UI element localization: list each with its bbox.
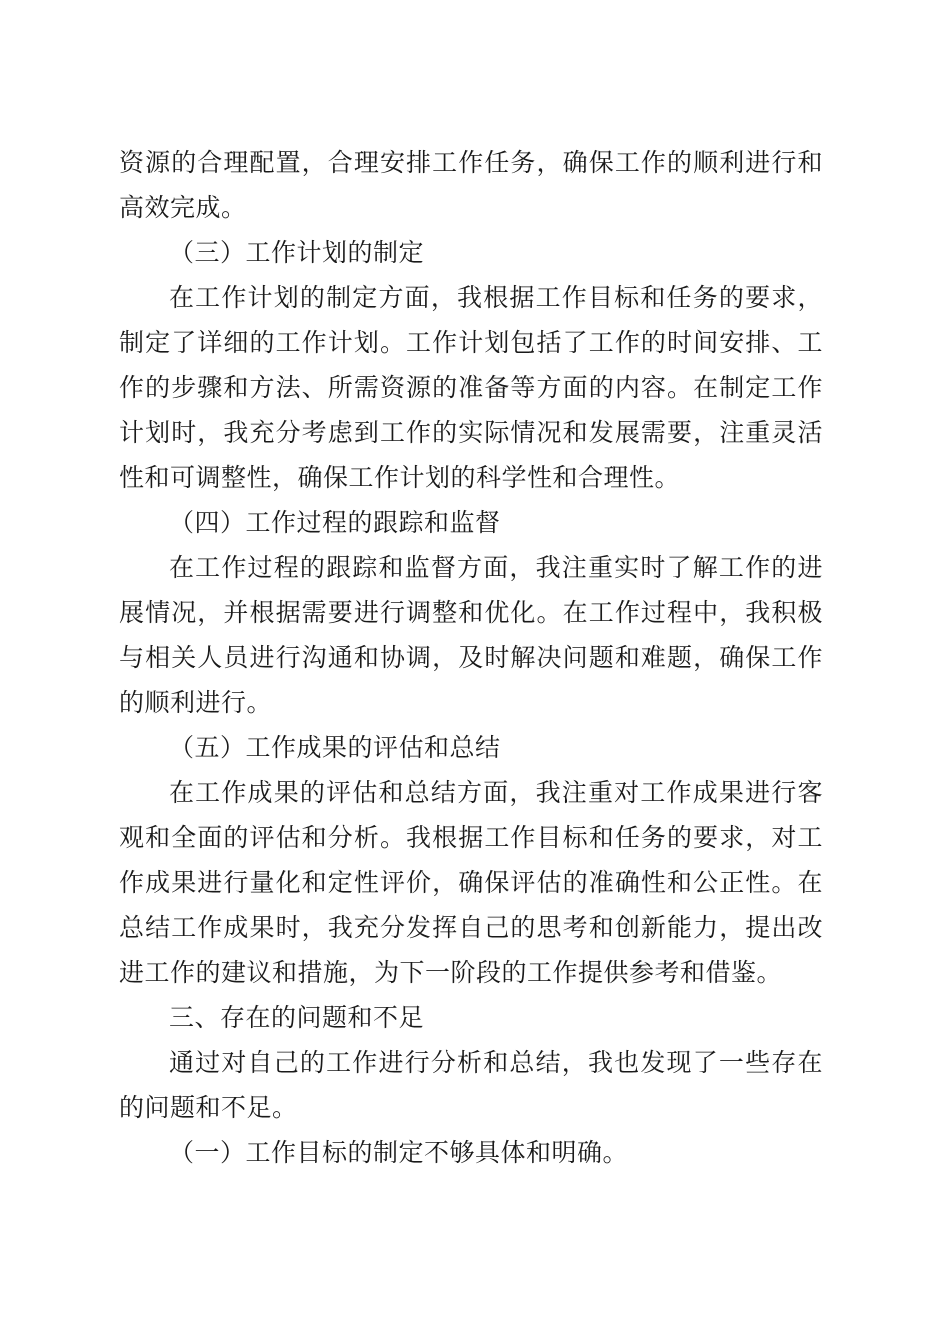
subheading-work-plan: （三）工作计划的制定 xyxy=(169,238,425,267)
paragraph-evaluation: 在工作成果的评估和总结方面，我注重对工作成果进行客观和全面的评估和分析。我根据工作目标和任务的要求，对工作成果进行量化和定性评价，确保评估的准确性和公正性。在总结工作成果时，我充分发挥自己的思考和创新能力，提出改进工作的建议和措施，为下一阶段的工作提供参考和借鉴。 xyxy=(119,778,823,987)
subheading-evaluation: （五）工作成果的评估和总结 xyxy=(169,733,501,762)
subheading-tracking: （四）工作过程的跟踪和监督 xyxy=(169,508,501,537)
paragraph-problems-intro: 通过对自己的工作进行分析和总结，我也发现了一些存在的问题和不足。 xyxy=(119,1048,823,1122)
document-body xyxy=(119,140,823,1175)
paragraph-work-plan: 在工作计划的制定方面，我根据工作目标和任务的要求，制定了详细的工作计划。工作计划包括了工作的时间安排、工作的步骤和方法、所需资源的准备等方面的内容。在制定工作计划时，我充分考虑到工作的实际情况和发展需要，注重灵活性和可调整性，确保工作计划的科学性和合理性。 xyxy=(119,283,823,492)
paragraph-tracking: 在工作过程的跟踪和监督方面，我注重实时了解工作的进展情况，并根据需要进行调整和优化。在工作过程中，我积极与相关人员进行沟通和协调，及时解决问题和难题，确保工作的顺利进行。 xyxy=(119,553,823,717)
subheading-goal-setting: （一）工作目标的制定不够具体和明确。 xyxy=(169,1138,629,1167)
section-heading-problems: 三、存在的问题和不足 xyxy=(169,1003,425,1032)
paragraph-continued: 资源的合理配置，合理安排工作任务，确保工作的顺利进行和高效完成。 xyxy=(119,148,823,222)
